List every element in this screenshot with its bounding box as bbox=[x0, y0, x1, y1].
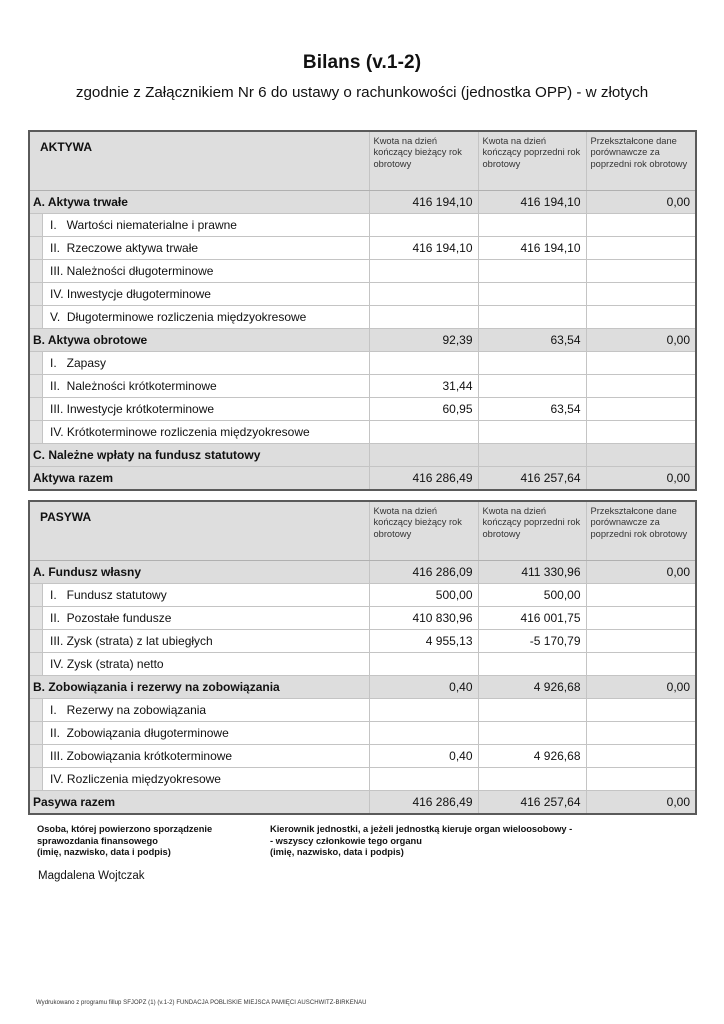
value-previous bbox=[478, 306, 586, 329]
document-subtitle: zgodnie z Załącznikiem Nr 6 do ustawy o rachunkowości (jednostka OPP) - w złotych bbox=[75, 84, 649, 101]
value-previous bbox=[478, 768, 586, 791]
value-current: 92,39 bbox=[369, 329, 478, 352]
value-previous bbox=[478, 260, 586, 283]
liabilities-table bbox=[28, 500, 697, 815]
value-restated bbox=[586, 237, 696, 260]
value-current: 0,40 bbox=[369, 676, 478, 699]
row-indent bbox=[30, 260, 43, 282]
row-label: Wartości niematerialne i prawne bbox=[66, 218, 237, 232]
section-label: C. Należne wpłaty na fundusz statutowy bbox=[29, 444, 369, 467]
value-current bbox=[369, 722, 478, 745]
value-restated bbox=[586, 421, 696, 444]
value-current: 416 286,49 bbox=[369, 467, 478, 491]
table-row bbox=[29, 214, 696, 237]
preparer-caption-line3: (imię, nazwisko, data i podpis) bbox=[37, 847, 171, 858]
table-row bbox=[29, 630, 696, 653]
manager-caption-line2: - wszyscy członkowie tego organu bbox=[270, 835, 422, 846]
section-row bbox=[29, 191, 696, 214]
value-previous bbox=[478, 352, 586, 375]
row-label: Zapasy bbox=[66, 356, 107, 370]
value-current: 0,40 bbox=[369, 745, 478, 768]
print-footer: Wydrukowano z programu fillup SFJOPZ (1) (v.1-2) FUNDACJA POBLISKIE MIEJSCA PAMIĘCI AUSCHWITZ-BIRKENAU bbox=[36, 1000, 367, 1006]
assets-table-body bbox=[29, 191, 696, 491]
value-current bbox=[369, 214, 478, 237]
roman-numeral: III. bbox=[50, 634, 67, 648]
value-previous: 4 926,68 bbox=[478, 676, 586, 699]
column-header-current: Kwota na dzień kończący bieżący rok obrotowy bbox=[369, 131, 478, 191]
value-restated: 0,00 bbox=[586, 791, 696, 815]
value-restated bbox=[586, 444, 696, 467]
table-row bbox=[29, 352, 696, 375]
value-restated bbox=[586, 375, 696, 398]
row-indent bbox=[30, 745, 43, 767]
value-current bbox=[369, 768, 478, 791]
preparer-signature-block bbox=[37, 824, 257, 859]
row-indent bbox=[30, 653, 43, 675]
roman-numeral: I. bbox=[50, 218, 67, 232]
row-indent bbox=[30, 421, 43, 443]
column-header-restated: Przekształcone dane porównawcze za poprzedni rok obrotowy bbox=[586, 131, 696, 191]
row-label: Zysk (strata) netto bbox=[66, 657, 164, 671]
value-previous bbox=[478, 283, 586, 306]
assets-heading: AKTYWA bbox=[29, 131, 369, 191]
table-row bbox=[29, 421, 696, 444]
roman-numeral: IV. bbox=[50, 287, 67, 301]
value-previous: 416 194,10 bbox=[478, 191, 586, 214]
value-restated bbox=[586, 699, 696, 722]
section-label: B. Zobowiązania i rezerwy na zobowiązania bbox=[29, 676, 369, 699]
value-restated: 0,00 bbox=[586, 329, 696, 352]
row-label: Należności długoterminowe bbox=[66, 264, 214, 278]
row-label: Pozostałe fundusze bbox=[66, 611, 172, 625]
value-current: 500,00 bbox=[369, 584, 478, 607]
row-label: Inwestycje długoterminowe bbox=[66, 287, 211, 301]
table-row bbox=[29, 306, 696, 329]
value-previous: 63,54 bbox=[478, 329, 586, 352]
roman-numeral: II. bbox=[50, 379, 67, 393]
column-header-current: Kwota na dzień kończący bieżący rok obrotowy bbox=[369, 501, 478, 561]
table-row bbox=[29, 375, 696, 398]
row-indent bbox=[30, 398, 43, 420]
row-indent bbox=[30, 306, 43, 328]
roman-numeral: V. bbox=[50, 310, 67, 324]
table-row bbox=[29, 699, 696, 722]
column-header-previous: Kwota na dzień kończący poprzedni rok obrotowy bbox=[478, 131, 586, 191]
section-label: B. Aktywa obrotowe bbox=[29, 329, 369, 352]
roman-numeral: I. bbox=[50, 356, 67, 370]
row-indent bbox=[30, 630, 43, 652]
preparer-name: Magdalena Wojtczak bbox=[38, 870, 145, 882]
value-current bbox=[369, 444, 478, 467]
value-previous bbox=[478, 421, 586, 444]
value-current bbox=[369, 260, 478, 283]
section-row bbox=[29, 561, 696, 584]
row-indent bbox=[30, 722, 43, 744]
roman-numeral: IV. bbox=[50, 772, 67, 786]
row-label: Krótkoterminowe rozliczenia międzyokresowe bbox=[66, 425, 310, 439]
value-previous: 411 330,96 bbox=[478, 561, 586, 584]
value-current: 416 194,10 bbox=[369, 237, 478, 260]
table-row bbox=[29, 260, 696, 283]
value-restated bbox=[586, 768, 696, 791]
value-restated bbox=[586, 214, 696, 237]
value-restated bbox=[586, 584, 696, 607]
roman-numeral: I. bbox=[50, 588, 67, 602]
value-previous bbox=[478, 444, 586, 467]
liabilities-table-header bbox=[29, 501, 696, 561]
value-previous: -5 170,79 bbox=[478, 630, 586, 653]
value-previous bbox=[478, 722, 586, 745]
row-indent bbox=[30, 699, 43, 721]
roman-numeral: III. bbox=[50, 264, 67, 278]
table-row bbox=[29, 237, 696, 260]
roman-numeral: III. bbox=[50, 402, 67, 416]
manager-caption-line3: (imię, nazwisko, data i podpis) bbox=[270, 847, 404, 858]
row-indent bbox=[30, 352, 43, 374]
row-indent bbox=[30, 283, 43, 305]
row-label: Zobowiązania długoterminowe bbox=[66, 726, 229, 740]
section-label: Pasywa razem bbox=[29, 791, 369, 815]
section-label: Aktywa razem bbox=[29, 467, 369, 491]
row-label: Rzeczowe aktywa trwałe bbox=[66, 241, 199, 255]
manager-caption-line1: Kierownik jednostki, a jeżeli jednostką kieruje organ wieloosobowy - bbox=[270, 824, 573, 834]
table-row bbox=[29, 398, 696, 421]
value-restated bbox=[586, 607, 696, 630]
table-row bbox=[29, 283, 696, 306]
value-restated bbox=[586, 283, 696, 306]
roman-numeral: II. bbox=[50, 611, 67, 625]
value-previous bbox=[478, 653, 586, 676]
value-restated bbox=[586, 352, 696, 375]
section-row bbox=[29, 444, 696, 467]
roman-numeral: IV. bbox=[50, 425, 67, 439]
document-title: Bilans (v.1-2) bbox=[302, 52, 422, 73]
table-row bbox=[29, 653, 696, 676]
manager-signature-block bbox=[270, 824, 650, 859]
section-row bbox=[29, 676, 696, 699]
preparer-caption-line2: sprawozdania finansowego bbox=[37, 835, 158, 846]
column-header-restated: Przekształcone dane porównawcze za poprzedni rok obrotowy bbox=[586, 501, 696, 561]
value-restated bbox=[586, 745, 696, 768]
row-label: Należności krótkoterminowe bbox=[66, 379, 217, 393]
value-previous bbox=[478, 375, 586, 398]
value-restated bbox=[586, 722, 696, 745]
column-header-previous: Kwota na dzień kończący poprzedni rok obrotowy bbox=[478, 501, 586, 561]
value-current bbox=[369, 306, 478, 329]
row-label: Fundusz statutowy bbox=[66, 588, 167, 602]
value-previous: 63,54 bbox=[478, 398, 586, 421]
value-restated bbox=[586, 260, 696, 283]
value-previous bbox=[478, 699, 586, 722]
value-current: 416 286,49 bbox=[369, 791, 478, 815]
row-label: Długoterminowe rozliczenia międzyokresowe bbox=[66, 310, 307, 324]
value-current: 31,44 bbox=[369, 375, 478, 398]
value-current: 60,95 bbox=[369, 398, 478, 421]
table-row bbox=[29, 584, 696, 607]
row-label: Zobowiązania krótkoterminowe bbox=[66, 749, 233, 763]
roman-numeral: III. bbox=[50, 749, 67, 763]
value-current bbox=[369, 421, 478, 444]
value-previous: 500,00 bbox=[478, 584, 586, 607]
value-restated: 0,00 bbox=[586, 676, 696, 699]
section-row bbox=[29, 467, 696, 491]
value-current: 4 955,13 bbox=[369, 630, 478, 653]
value-previous: 416 257,64 bbox=[478, 791, 586, 815]
value-current: 416 194,10 bbox=[369, 191, 478, 214]
table-row bbox=[29, 607, 696, 630]
preparer-caption-line1: Osoba, której powierzono sporządzenie bbox=[37, 824, 213, 834]
roman-numeral: II. bbox=[50, 241, 67, 255]
row-indent bbox=[30, 768, 43, 790]
value-restated bbox=[586, 630, 696, 653]
value-previous: 4 926,68 bbox=[478, 745, 586, 768]
liabilities-table-body bbox=[29, 561, 696, 815]
value-current: 410 830,96 bbox=[369, 607, 478, 630]
assets-table-header bbox=[29, 131, 696, 191]
value-previous: 416 001,75 bbox=[478, 607, 586, 630]
value-restated: 0,00 bbox=[586, 467, 696, 491]
section-label: A. Aktywa trwałe bbox=[29, 191, 369, 214]
section-row bbox=[29, 329, 696, 352]
row-label: Inwestycje krótkoterminowe bbox=[66, 402, 215, 416]
value-previous: 416 194,10 bbox=[478, 237, 586, 260]
roman-numeral: I. bbox=[50, 703, 67, 717]
roman-numeral: IV. bbox=[50, 657, 67, 671]
value-restated: 0,00 bbox=[586, 191, 696, 214]
value-current bbox=[369, 283, 478, 306]
row-label: Rezerwy na zobowiązania bbox=[66, 703, 207, 717]
table-row bbox=[29, 722, 696, 745]
liabilities-heading: PASYWA bbox=[29, 501, 369, 561]
row-label: Zysk (strata) z lat ubiegłych bbox=[66, 634, 213, 648]
value-restated bbox=[586, 306, 696, 329]
value-current: 416 286,09 bbox=[369, 561, 478, 584]
row-indent bbox=[30, 607, 43, 629]
value-restated bbox=[586, 653, 696, 676]
value-previous: 416 257,64 bbox=[478, 467, 586, 491]
table-row bbox=[29, 768, 696, 791]
row-indent bbox=[30, 584, 43, 606]
row-indent bbox=[30, 237, 43, 259]
table-row bbox=[29, 745, 696, 768]
value-current bbox=[369, 699, 478, 722]
roman-numeral: II. bbox=[50, 726, 67, 740]
row-indent bbox=[30, 375, 43, 397]
assets-table bbox=[28, 130, 697, 491]
row-indent bbox=[30, 214, 43, 236]
row-label: Rozliczenia międzyokresowe bbox=[66, 772, 221, 786]
section-row bbox=[29, 791, 696, 815]
section-label: A. Fundusz własny bbox=[29, 561, 369, 584]
value-restated bbox=[586, 398, 696, 421]
value-restated: 0,00 bbox=[586, 561, 696, 584]
value-current bbox=[369, 352, 478, 375]
value-previous bbox=[478, 214, 586, 237]
value-current bbox=[369, 653, 478, 676]
